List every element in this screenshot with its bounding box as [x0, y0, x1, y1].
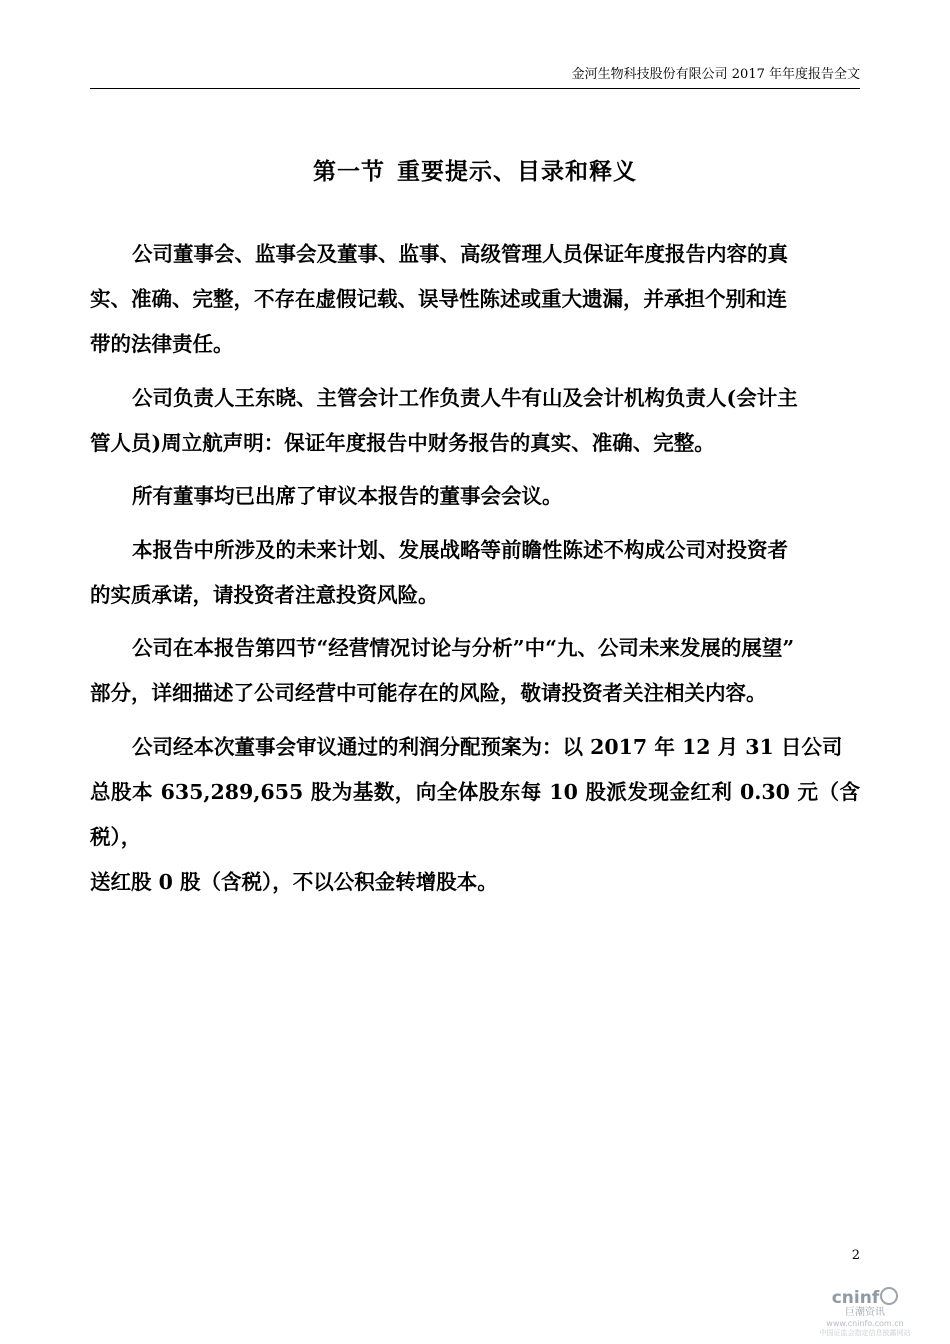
- paragraph-line: 公司董事会、监事会及董事、监事、高级管理人员保证年度报告内容的真: [132, 242, 788, 266]
- paragraph-line: 的实质承诺，请投资者注意投资风险。: [90, 582, 439, 607]
- running-header-title: 金河生物科技股份有限公司 2017 年年度报告全文: [571, 67, 860, 82]
- paragraph-forward-looking: [90, 528, 860, 618]
- paragraph-responsibility-statement: [90, 232, 860, 367]
- page-number: 2: [851, 1248, 860, 1263]
- cninfo-watermark: [810, 1287, 920, 1338]
- paragraph-line: 部分，详细描述了公司经营中可能存在的风险，敬请投资者关注相关内容。: [90, 681, 767, 705]
- watermark-url: www.cninfo.com.cn: [826, 1319, 904, 1328]
- paragraph-officer-declaration: [90, 376, 860, 466]
- section-number: 第一节: [313, 158, 385, 185]
- body-text: [90, 232, 860, 913]
- paragraph-line: 本报告中所涉及的未来计划、发展战略等前瞻性陈述不构成公司对投资者: [132, 537, 788, 562]
- section-title: [90, 154, 860, 190]
- paragraph-profit-distribution: [90, 725, 860, 905]
- cninfo-logo: [810, 1287, 920, 1307]
- running-header: [90, 66, 860, 89]
- paragraph-line: 公司在本报告第四节“经营情况讨论与分析”中“九、公司未来发展的展望”: [132, 636, 795, 660]
- paragraph-line: 所有董事均已出席了审议本报告的董事会会议。: [132, 484, 563, 508]
- watermark-note: 中国证监会指定信息披露网站: [819, 1329, 911, 1337]
- cninfo-logo-text: cninf: [831, 1288, 880, 1308]
- paragraph-line: 公司经本次董事会审议通过的利润分配预案为：以 2017 年 12 月 31 日公司: [132, 734, 843, 759]
- paragraph-line: 公司负责人王东晓、主管会计工作负责人牛有山及会计机构负责人(会计主: [132, 385, 798, 410]
- swirl-logo-icon: [880, 1287, 898, 1305]
- watermark-cn-name: 巨潮资讯: [845, 1307, 885, 1318]
- paragraph-line: 总股本 635,289,655 股为基数，向全体股东每 10 股派发现金红利 0.30 元（含税），: [90, 779, 860, 849]
- paragraph-line: 带的法律责任。: [90, 332, 234, 356]
- paragraph-board-attendance: [90, 474, 860, 519]
- paragraph-line: 实、准确、完整，不存在虚假记载、误导性陈述或重大遗漏，并承担个别和连: [90, 287, 787, 311]
- section-heading: 重要提示、目录和释义: [397, 158, 637, 185]
- paragraph-line: 管人员)周立航声明：保证年度报告中财务报告的真实、准确、完整。: [90, 430, 715, 455]
- paragraph-line: 送红股 0 股（含税），不以公积金转增股本。: [90, 869, 498, 894]
- paragraph-risk-notice: [90, 626, 860, 716]
